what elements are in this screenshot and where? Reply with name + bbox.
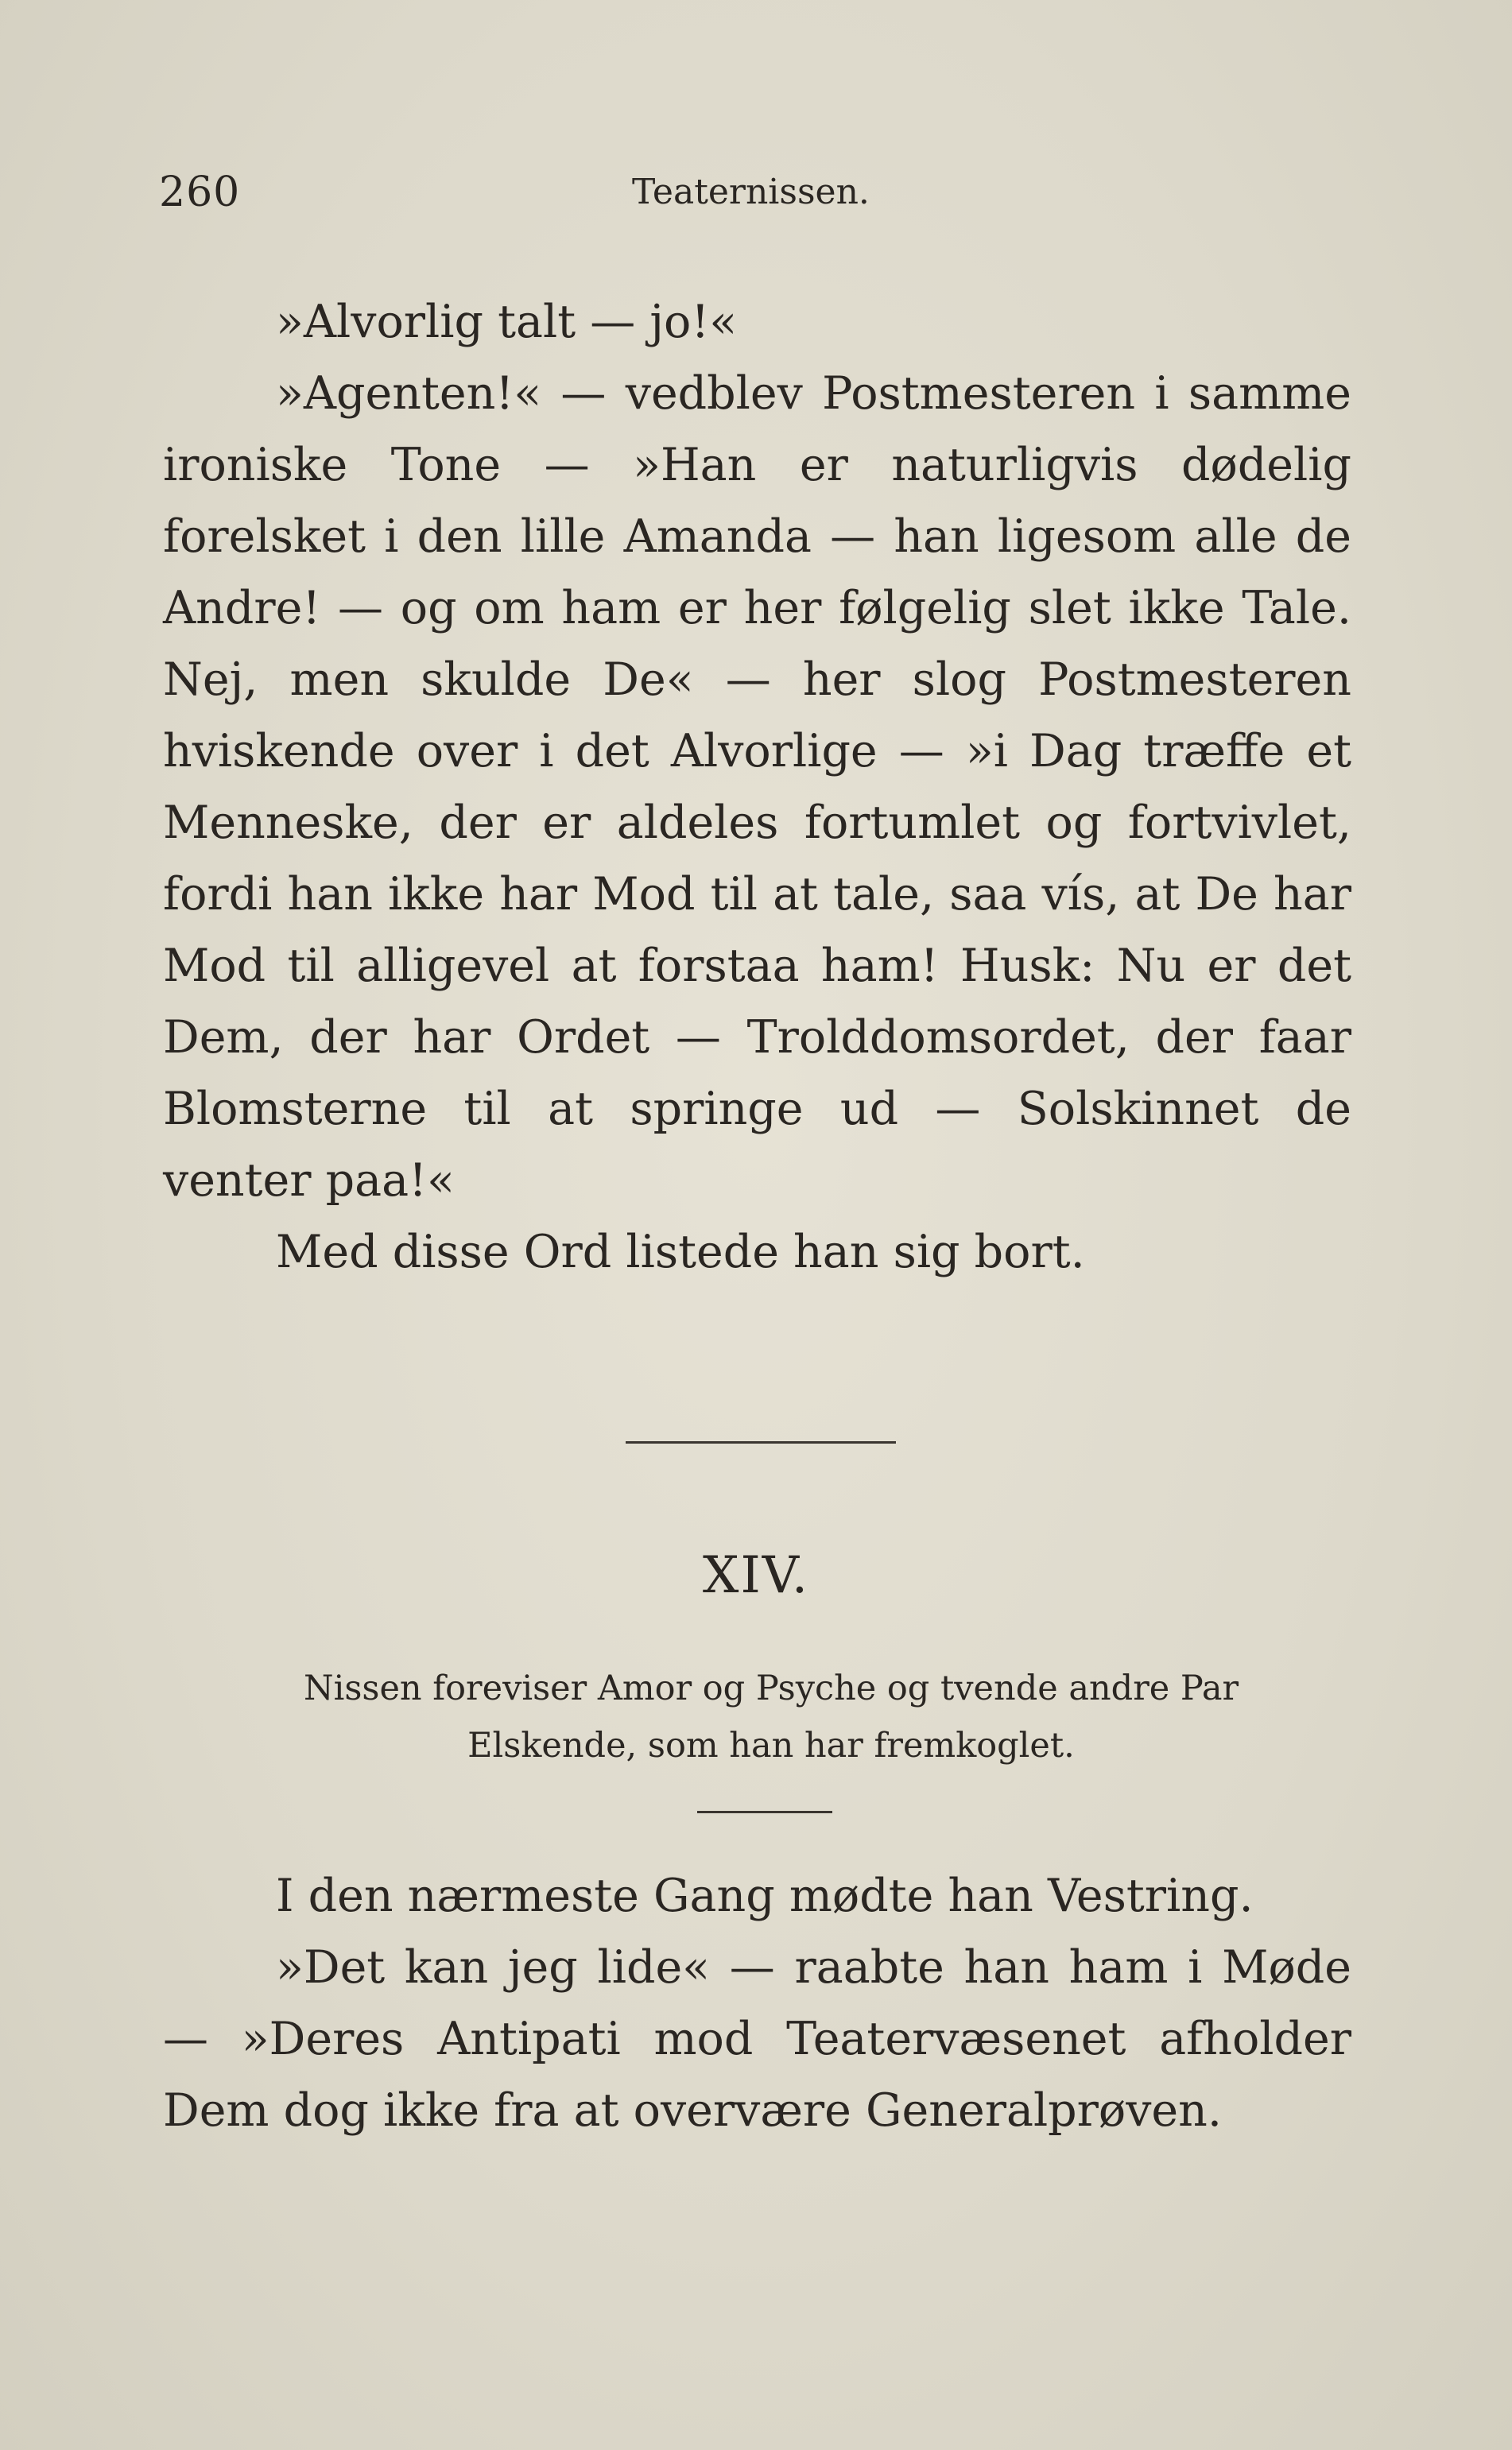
- section-divider: [626, 1441, 896, 1444]
- paragraph: »Det kan jeg lide« — raabte han ham i Møde — »Deres Antipati mod Teatervæsenet afholder Dem dog ikke fra at overvære Generalprøven.: [163, 1941, 1351, 2137]
- page-number: 260: [159, 169, 241, 216]
- paragraph: Med disse Ord listede han sig bort.: [276, 1226, 1085, 1278]
- paragraph: »Alvorlig talt — jo!«: [276, 296, 738, 348]
- text-block-chapter-start: [163, 1860, 1351, 2146]
- paragraph: I den nærmeste Gang mødte han Vestring.: [276, 1870, 1254, 1922]
- page-header: [159, 169, 1351, 216]
- chapter-number: XIV.: [702, 1546, 810, 1605]
- chapter-title: Nissen foreviser Amor og Psyche og tvende andre Par Elskende, som han har fremkoglet.: [303, 1669, 1239, 1766]
- paragraph: »Agenten!« — vedblev Postmesteren i samme ironiske Tone — »Han er naturligvis dødelig forelsket i den lille Amanda — han ligesom alle de Andre! — og om ham er her følgelig slet ikke Tale. Nej, men skulde De« — her slog Postmesteren hviskende over i det Alvorlige — »i Dag træffe et Menneske, der er aldeles fortumlet og fortvivlet, fordi han ikke har Mod til at tale, saa vís, at De har Mod til alligevel at forstaa ham! Husk: Nu er det Dem, der har Ordet — Trolddomsordet, der faar Blomsterne til at springe ud — Solskinnet de venter paa!«: [163, 367, 1351, 1207]
- chapter-title-divider: [697, 1811, 832, 1813]
- text-block-dialogue: [163, 286, 1351, 1288]
- running-head: Teaternissen.: [632, 172, 870, 212]
